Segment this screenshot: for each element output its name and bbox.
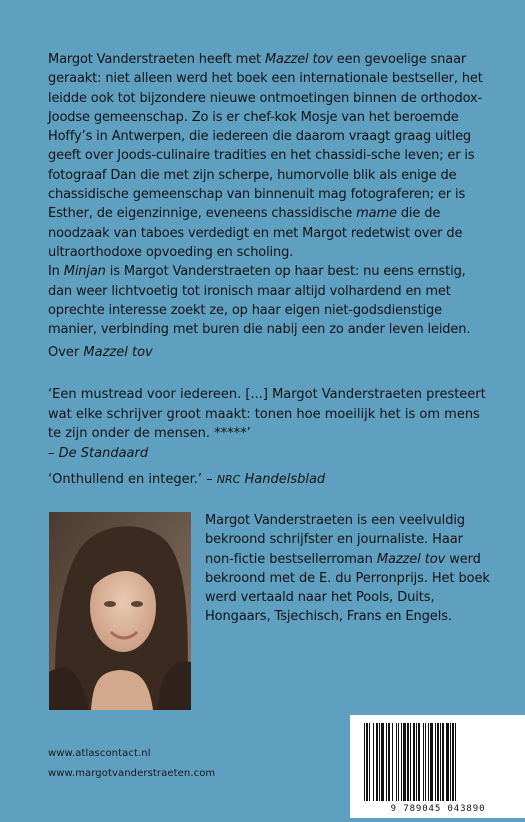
barcode-bar bbox=[428, 723, 429, 801]
barcode-bar bbox=[442, 723, 444, 801]
barcode-bar bbox=[425, 723, 426, 801]
blurb-p1-a: Margot Vanderstraeten heeft met bbox=[48, 52, 265, 67]
barcode-bar bbox=[364, 723, 365, 801]
barcode-bar bbox=[446, 723, 449, 801]
quote-source-name: De Standaard bbox=[58, 445, 149, 461]
quote2-source-rest: Handelsblad bbox=[240, 472, 326, 487]
publisher-url-link[interactable]: www.atlascontact.nl bbox=[48, 748, 151, 759]
barcode-bar bbox=[376, 723, 378, 801]
blurb-p1-b: een gevoelige snaar geraakt: niet alleen werd het boek een internationale bestseller, het leidde ook tot bijzondere nieuwe ontmoetingen binnen de orthodox-Joodse gemeenschap. Zo is er chef-kok Mosje van het beroemde Hoffy’s in Antwerpen, die iedereen die daarom vraagt graag uitleg geeft over Joods-culinaire tradities en het chassidi-sche leven; er is fotograaf Dan die met zijn scherpe, humorvolle blik als enige de chassidische gemeenschap van binnenuit mag fotograferen; er is Esther, de eigenzinnige, eveneens chassidische bbox=[48, 52, 483, 222]
author-photo bbox=[49, 512, 191, 710]
quote2-text: ‘Onthullend en integer.’ – bbox=[48, 472, 217, 487]
barcode-bar bbox=[401, 723, 402, 801]
barcode-bar bbox=[386, 723, 387, 801]
quote-source bbox=[48, 444, 488, 464]
barcode-bar bbox=[416, 723, 417, 801]
barcode-bar bbox=[450, 723, 451, 801]
barcode-box bbox=[350, 715, 525, 818]
barcode-bar bbox=[398, 723, 399, 801]
blurb-title-mazzel-tov: Mazzel tov bbox=[264, 52, 333, 67]
barcode-bar bbox=[373, 723, 374, 801]
blurb-p1-c: die de noodzaak van taboes verdedigt en met Margot redetwist over de ultraorthodoxe opvoeding en scholing. bbox=[48, 206, 463, 260]
blurb-word-mame: mame bbox=[356, 206, 397, 222]
barcode-bar bbox=[379, 723, 380, 801]
isbn-number: 9 789045 043890 bbox=[390, 804, 486, 814]
blurb-p2-b: is Margot Vanderstraeten op haar best: nu eens ernstig, dan weer lichtvoetig tot ironisch maar altijd volhardend en met oprechte interesse zoekt ze, op haar eigen niet-godsdienstige manier, verbinding met buren die nabij een zo ander leven leiden. bbox=[48, 264, 471, 338]
author-bio bbox=[205, 511, 495, 627]
barcode-bar bbox=[407, 723, 409, 801]
author-url-link[interactable]: www.margotvanderstraeten.com bbox=[48, 768, 216, 779]
barcode-bar bbox=[418, 723, 420, 801]
review-quote-standaard bbox=[48, 385, 488, 463]
bio-b: werd bekroond met de E. du Perronprijs. Het boek werd vertaald naar het Pools, Duits, Hongaars, Tsjechisch, Frans en Engels. bbox=[205, 551, 490, 625]
barcode-bar bbox=[413, 723, 415, 801]
review-quote-nrc bbox=[48, 470, 488, 489]
barcode-bar bbox=[430, 723, 433, 801]
barcode-bar bbox=[366, 723, 368, 801]
barcode-bar bbox=[435, 723, 436, 801]
isbn-barcode bbox=[350, 715, 525, 818]
blurb-paragraph-1 bbox=[48, 50, 488, 262]
blurb-paragraph-2 bbox=[48, 262, 488, 339]
quote-dash: – bbox=[48, 445, 59, 461]
barcode-bar bbox=[369, 723, 370, 801]
bio-a: Margot Vanderstraeten is een veelvuldig bekroond schrijfster en journaliste. Haar non-fictie bestsellerroman bbox=[205, 513, 466, 567]
over-title: Mazzel tov bbox=[83, 345, 153, 360]
over-prefix: Over bbox=[48, 345, 84, 360]
barcode-bar bbox=[403, 723, 406, 801]
blurb-title-minjan: Minjan bbox=[63, 264, 106, 280]
bio-title: Mazzel tov bbox=[376, 551, 446, 567]
barcode-bar bbox=[388, 723, 390, 801]
barcode-bar bbox=[410, 723, 411, 801]
barcode-bar bbox=[455, 723, 456, 801]
over-heading bbox=[48, 343, 488, 362]
barcode-bar bbox=[396, 723, 397, 801]
barcode-bar bbox=[452, 723, 454, 801]
author-portrait-image bbox=[49, 512, 191, 710]
barcode-bar bbox=[440, 723, 441, 801]
quote2-source-nrc: NRC bbox=[216, 473, 241, 486]
blurb-text bbox=[48, 50, 488, 339]
barcode-bar bbox=[381, 723, 384, 801]
barcode-bar bbox=[392, 723, 393, 801]
barcode-bar bbox=[423, 723, 424, 801]
blurb-p2-a: In bbox=[48, 264, 64, 280]
quote-text: ‘Een mustread voor iedereen. [...] Margot Vanderstraeten presteert wat elke schrijver groot maakt: tonen hoe moeilijk het is om mens te zijn onder de mensen. *****’ bbox=[48, 387, 486, 441]
barcode-bar bbox=[437, 723, 439, 801]
